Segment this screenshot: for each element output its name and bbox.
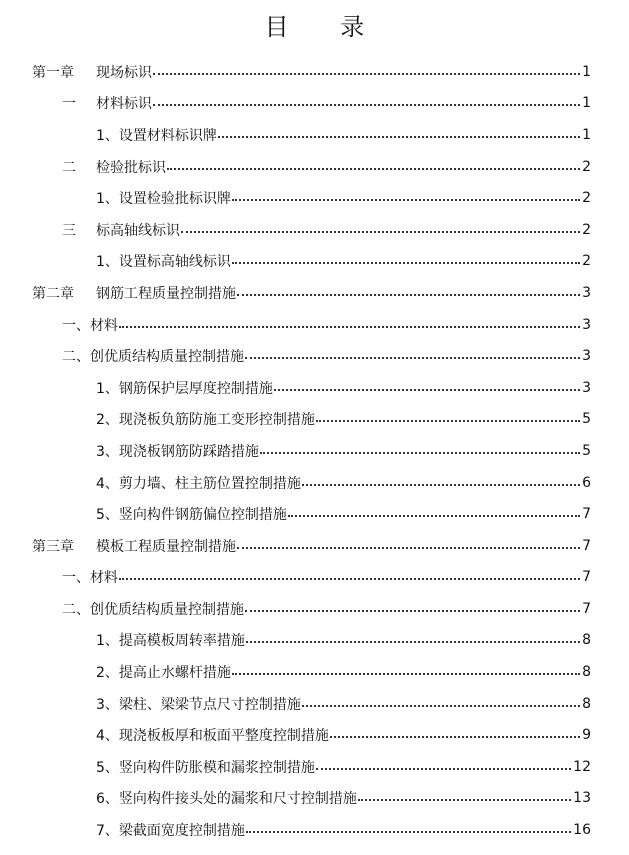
toc-entry-page-number: 7 — [582, 569, 591, 586]
dot-leader — [274, 381, 580, 395]
toc-entry-page-number: 7 — [582, 506, 591, 523]
toc-entry-text: 3、梁柱、梁梁节点尺寸控制措施 — [96, 696, 301, 713]
toc-entry-label — [96, 788, 357, 808]
dot-leader — [153, 96, 580, 110]
toc-entry-number: 第二章 — [32, 285, 74, 302]
toc-entry-page-number: 5 — [582, 411, 591, 428]
toc-entry-page-number: 6 — [582, 474, 591, 491]
toc-entry-label — [96, 441, 259, 461]
toc-entry-label — [96, 473, 301, 493]
dot-leader — [167, 160, 580, 174]
dot-leader — [316, 760, 571, 774]
dot-leader — [246, 633, 580, 647]
toc-entry-page-number: 3 — [582, 379, 591, 396]
dot-leader — [316, 412, 580, 426]
dot-leader — [246, 823, 571, 837]
toc-entry-page-number: 3 — [582, 284, 591, 301]
toc-entry-label — [96, 630, 245, 650]
toc-entry-page-number: 3 — [582, 316, 591, 333]
toc-entry-label — [96, 378, 273, 398]
toc-entry-item[interactable] — [0, 625, 629, 657]
dot-leader — [245, 349, 580, 363]
toc-entry-section[interactable] — [0, 214, 629, 246]
toc-entry-item[interactable] — [0, 719, 629, 751]
toc-entry-section[interactable] — [0, 593, 629, 625]
dot-leader — [260, 444, 580, 458]
toc-entry-label — [62, 567, 118, 587]
toc-entry-text: 模板工程质量控制措施 — [96, 538, 236, 555]
toc-entry-item[interactable] — [0, 688, 629, 720]
table-of-contents — [0, 56, 629, 846]
dot-leader — [181, 223, 580, 237]
toc-entry-page-number: 2 — [582, 253, 591, 270]
toc-entry-label — [62, 93, 152, 113]
toc-entry-item[interactable] — [0, 751, 629, 783]
toc-entry-item[interactable] — [0, 656, 629, 688]
toc-entry-item[interactable] — [0, 404, 629, 436]
toc-entry-number: 三 — [62, 222, 76, 239]
toc-entry-page-number: 7 — [582, 600, 591, 617]
toc-entry-label — [96, 251, 231, 271]
toc-entry-section[interactable] — [0, 340, 629, 372]
toc-entry-text: 一、材料 — [62, 317, 118, 334]
toc-entry-page-number: 7 — [582, 537, 591, 554]
toc-entry-page-number: 8 — [582, 632, 591, 649]
toc-entry-page-number: 2 — [582, 190, 591, 207]
toc-entry-page-number: 1 — [582, 95, 591, 112]
toc-entry-text: 二、创优质结构质量控制措施 — [62, 349, 244, 366]
toc-entry-page-number: 1 — [582, 126, 591, 143]
dot-leader — [302, 476, 580, 490]
toc-entry-page-number: 1 — [582, 63, 591, 80]
toc-entry-label — [32, 536, 236, 556]
toc-entry-page-number: 2 — [582, 158, 591, 175]
dot-leader — [218, 128, 580, 142]
toc-entry-text: 3、现浇板钢筋防踩踏措施 — [96, 443, 259, 460]
dot-leader — [153, 65, 580, 79]
toc-entry-label — [62, 346, 244, 366]
toc-entry-chapter[interactable] — [0, 277, 629, 309]
dot-leader — [358, 791, 571, 805]
dot-leader — [245, 602, 580, 616]
toc-entry-text: 1、钢筋保护层厚度控制措施 — [96, 380, 273, 397]
toc-entry-text: 2、提高止水螺杆措施 — [96, 665, 231, 682]
toc-entry-text: 1、提高模板周转率措施 — [96, 633, 245, 650]
toc-entry-number: 第一章 — [32, 64, 74, 81]
toc-entry-label — [96, 725, 329, 745]
toc-entry-text: 4、现浇板板厚和板面平整度控制措施 — [96, 728, 329, 745]
toc-entry-text: 一、材料 — [62, 570, 118, 587]
toc-entry-label — [96, 820, 245, 840]
toc-entry-item[interactable] — [0, 246, 629, 278]
toc-entry-item[interactable] — [0, 435, 629, 467]
toc-entry-page-number: 3 — [582, 348, 591, 365]
page-title: 目 录 — [264, 13, 387, 41]
toc-entry-text: 现场标识 — [96, 64, 152, 81]
toc-entry-text: 7、梁截面宽度控制措施 — [96, 823, 245, 840]
toc-entry-text: 6、竖向构件接头处的漏浆和尺寸控制措施 — [96, 791, 357, 808]
toc-entry-page-number: 2 — [582, 221, 591, 238]
toc-entry-text: 标高轴线标识 — [96, 222, 180, 239]
dot-leader — [302, 697, 580, 711]
toc-entry-page-number: 16 — [573, 822, 591, 839]
dot-leader — [330, 728, 580, 742]
toc-entry-item[interactable] — [0, 814, 629, 846]
toc-entry-label — [96, 409, 315, 429]
toc-entry-page-number: 9 — [582, 727, 591, 744]
toc-entry-text: 5、竖向构件钢筋偏位控制措施 — [96, 507, 287, 524]
toc-entry-label — [32, 62, 152, 82]
toc-entry-section[interactable] — [0, 562, 629, 594]
toc-entry-text: 二、创优质结构质量控制措施 — [62, 601, 244, 618]
toc-entry-item[interactable] — [0, 498, 629, 530]
toc-entry-text: 1、设置材料标识牌 — [96, 127, 217, 144]
dot-leader — [232, 665, 580, 679]
toc-entry-label — [96, 662, 231, 682]
toc-entry-item[interactable] — [0, 372, 629, 404]
toc-entry-item[interactable] — [0, 119, 629, 151]
toc-entry-section[interactable] — [0, 151, 629, 183]
toc-entry-number: 二 — [62, 159, 76, 176]
dot-leader — [237, 539, 580, 553]
toc-entry-number: 一 — [62, 96, 76, 113]
dot-leader — [119, 318, 580, 332]
toc-entry-text: 4、剪力墙、柱主筋位置控制措施 — [96, 475, 301, 492]
toc-entry-page-number: 12 — [573, 758, 591, 775]
toc-entry-text: 材料标识 — [96, 96, 152, 113]
toc-entry-label — [96, 188, 231, 208]
toc-entry-text: 2、现浇板负筋防施工变形控制措施 — [96, 412, 315, 429]
toc-entry-item[interactable] — [0, 783, 629, 815]
toc-entry-label — [96, 125, 217, 145]
toc-entry-label — [62, 315, 118, 335]
dot-leader — [232, 191, 580, 205]
toc-entry-item[interactable] — [0, 182, 629, 214]
dot-leader — [237, 286, 580, 300]
toc-entry-item[interactable] — [0, 467, 629, 499]
toc-entry-page-number: 8 — [582, 695, 591, 712]
toc-entry-label — [62, 599, 244, 619]
dot-leader — [232, 254, 580, 268]
toc-entry-chapter[interactable] — [0, 530, 629, 562]
toc-entry-label — [96, 694, 301, 714]
toc-entry-text: 钢筋工程质量控制措施 — [96, 285, 236, 302]
toc-entry-label — [96, 757, 315, 777]
dot-leader — [288, 507, 580, 521]
toc-entry-label — [32, 283, 236, 303]
toc-entry-label — [96, 504, 287, 524]
toc-entry-page-number: 13 — [573, 790, 591, 807]
toc-entry-section[interactable] — [0, 309, 629, 341]
toc-entry-text: 1、设置检验批标识牌 — [96, 191, 231, 208]
toc-entry-label — [62, 220, 180, 240]
dot-leader — [119, 570, 580, 584]
toc-entry-page-number: 5 — [582, 442, 591, 459]
toc-entry-number: 第三章 — [32, 538, 74, 555]
toc-entry-text: 5、竖向构件防胀模和漏浆控制措施 — [96, 759, 315, 776]
toc-entry-label — [62, 157, 166, 177]
toc-entry-page-number: 8 — [582, 664, 591, 681]
toc-entry-text: 检验批标识 — [96, 159, 166, 176]
toc-entry-text: 1、设置标高轴线标识 — [96, 254, 231, 271]
toc-entry-chapter[interactable] — [0, 56, 629, 88]
toc-entry-section[interactable] — [0, 88, 629, 120]
